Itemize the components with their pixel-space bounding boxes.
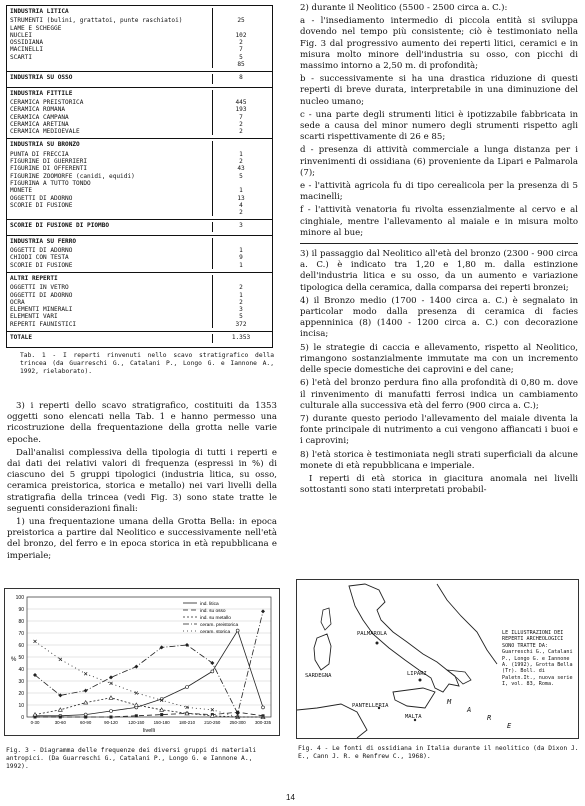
table-1-caption: Tab. 1 - I reperti rinvenuti nello scavo stratigrafico della trincea (da Guarreschi G., Catalani P., Longo G. e Iannone A., 1992, rielaborato). — [20, 352, 274, 375]
y-tick-label: 70 — [18, 631, 24, 637]
table-cell-value: 2 — [239, 158, 243, 166]
table-cell-value: 8 — [239, 74, 243, 82]
y-tick-label: 60 — [18, 643, 24, 649]
table-cell-label: CERAMICA PREISTORICA — [10, 98, 84, 106]
x-tick-label: 0-30 — [30, 720, 40, 725]
table-cell-label: FIGURINA A TUTTO TONDO — [10, 179, 91, 187]
x-tick-label: 120-150 — [128, 720, 145, 725]
table-cell-value: 13 — [237, 194, 245, 202]
data-point — [59, 658, 62, 661]
table-cell-label: OCRA — [10, 298, 25, 306]
label-sardegna: SARDEGNA — [305, 673, 332, 679]
y-tick-label: 10 — [18, 703, 24, 709]
data-point — [34, 640, 37, 643]
table-cell-value: 1 — [239, 261, 243, 269]
paragraph: 2) durante il Neolitico (5500 - 2500 circa a. C.): — [300, 3, 508, 13]
table-cell-value: 7 — [239, 46, 243, 54]
data-point — [109, 696, 113, 700]
data-point — [186, 686, 189, 689]
paragraph: 7) durante questo periodo l'allevamento del maiale diventa la fonte principale di nutrimento a cui vengono affiancati i buoi e i caprovini; — [300, 413, 578, 447]
table-cell-label: FIGURINE DI OFFERENTI — [10, 165, 88, 173]
table-section-header: INDUSTRIA SU BRONZO — [10, 141, 80, 149]
table-cell-value: 1 — [239, 291, 243, 299]
x-tick-label: 250-300 — [229, 720, 246, 725]
data-point — [134, 665, 138, 669]
x-tick-label: 90-120 — [104, 720, 118, 725]
paragraph: e - l'attività agricola fu di tipo cerealicola per la presenza di 5 macinelli; — [300, 181, 578, 203]
table-cell-label: CERAMICA MEDIOEVALE — [10, 128, 80, 136]
table-cell-value: 2 — [239, 120, 243, 128]
table-cell-label: CERAMICA CAMPANA — [10, 113, 69, 121]
table-cell-value: 4 — [239, 201, 243, 209]
data-point — [110, 710, 113, 713]
map-legend: LE ILLUSTRAZIONI DEI REPERTI ARCHEOLOGICI SONO TRATTE DA: Guarreschi G., Catalani P., Longo G. e Iannone A. (1992), Grotta Bella (Tr). Boll. di Paletn.It., nuova serie I, vol. 83, Roma. — [502, 630, 573, 688]
table-section-header: INDUSTRIA LITICA — [10, 8, 69, 15]
table-cell-value: 2 — [239, 39, 243, 47]
table-cell-value: 193 — [235, 106, 247, 114]
table-section-header: INDUSTRIA FITTILE — [10, 89, 73, 97]
paragraph: 3) i reperti dello scavo stratigrafico, costituiti da 1353 oggetti sono elencati nella Tab. 1 e hanno permesso una ricostruzione della frequentazione della grotta nelle varie epoche. — [7, 401, 277, 445]
x-tick-label: 180-210 — [178, 720, 196, 725]
paragraph: 6) l'età del bronzo perdura fino alla profondità di 0,80 m. dove il rinvenimento di manufatti ferrosi indica un cambiamento culturale alla successiva età del ferro (900 circa a. C.); — [300, 378, 578, 411]
table-cell-value: 5 — [239, 313, 243, 321]
table-cell-value: 3 — [239, 306, 243, 314]
page-number: 14 — [286, 793, 295, 802]
figure-3-chart — [4, 588, 280, 736]
table-cell-label: CERAMICA ARETINA — [10, 120, 69, 128]
y-tick-label: 80 — [18, 619, 24, 625]
line-chart — [5, 589, 279, 735]
table-cell-label: ELEMENTI MINERALI — [10, 306, 73, 314]
label-malta: MALTA — [405, 714, 422, 720]
table-cell-label: SCORIE DI FUSIONE — [10, 261, 73, 269]
table-section-header: INDUSTRIA SU FERRO — [10, 237, 77, 245]
table-cell-label: OGGETTI DI ADORNO — [10, 291, 73, 299]
paragraph: 8) l'età storica è testimoniata negli strati superficiali da alcune monete di età repubblicana e imperiale. — [300, 449, 578, 471]
data-point — [110, 716, 113, 719]
table-section — [7, 236, 272, 273]
table-cell-label: CHIODI CON TESTA — [10, 254, 69, 262]
x-tick-label: 60-90 — [80, 720, 92, 725]
paragraph: 5) le strategie di caccia e allevamento, rispetto al Neolitico, rimangono sostanzialmente immutate ma con un incremento delle specie domestiche dei caprovini e del cane; — [300, 342, 578, 376]
paragraph: b - successivamente si ha una drastica riduzione di questi reperti di breve durata, interpretabile in una diminuzione del nucleo umano; — [300, 74, 578, 107]
table-cell-label: MONETE — [10, 187, 33, 195]
mare-letter: E — [507, 722, 512, 730]
table-cell-value: 102 — [235, 31, 247, 39]
y-tick-label: 20 — [18, 691, 24, 697]
series-line — [35, 641, 263, 717]
table-section-header: ALTRI REPERTI — [10, 274, 58, 282]
table-cell-label: ELEMENTI VARI — [10, 313, 58, 321]
x-tick-label: 30-60 — [54, 720, 66, 725]
table-cell-label: REPERTI FAUNISTICI — [10, 320, 77, 328]
table-section — [7, 6, 272, 72]
data-point — [262, 706, 265, 709]
y-tick-label: 50 — [18, 655, 24, 661]
table-section-header: INDUSTRIA SU OSSO — [10, 74, 73, 82]
figure-3-caption: Fig. 3 - Diagramma delle frequenze dei diversi gruppi di materiali antropici. (Da Guarreschi G., Catalani P., Longo G. e Iannone A., 1992). — [6, 747, 257, 770]
table-cell-value: 1 — [239, 247, 243, 255]
data-point — [59, 716, 62, 719]
data-point — [109, 675, 113, 679]
x-tick-label: 150-180 — [153, 720, 170, 725]
paragraph: I reperti di età storica in giacitura anomala nei livelli sottostanti sono stati interpretati probabil- — [300, 473, 578, 496]
paragraph: 3) il passaggio dal Neolitico all'età del bronzo (2300 - 900 circa a. C.) è indicato tra 1,20 e 1,80 m. dalla estinzione dell'industria litica e su osso, da un aumento e variazione tipologica della ceramica, dalla comparsa dei reperti bronzei; — [300, 249, 578, 293]
legend-label: ind. su metallo — [200, 616, 231, 621]
table-cell-value: 25 — [237, 17, 245, 25]
paragraph: a - l'insediamento intermedio di piccola entità si sviluppa dovendo nel tempo più consistente; ciò è testimoniato nella Fig. 3 dal progressivo aumento dei reperti litici, ceramici e in misura molto minore dell'industria su osso, con picchi di massimo intorno a 2,50 m. di profondità; — [300, 16, 578, 72]
table-cell-label: OGGETTI DI ADORNO — [10, 194, 73, 202]
table-cell-label: FIGURINE DI GUERRIERI — [10, 158, 88, 166]
table-section — [7, 332, 272, 346]
paragraph: 1) una frequentazione umana della Grotta Bella: in epoca preistorica a partire dal Neolitico e successivamente nell'età del bronzo, del ferro e in epoca storica in età repubblicana e imperiale; — [7, 517, 277, 561]
x-tick-label: 210-250 — [204, 720, 221, 725]
table-cell-value: 3 — [239, 222, 243, 230]
series-line — [35, 698, 263, 717]
left-column-text — [7, 401, 277, 564]
data-point — [236, 629, 239, 632]
data-point — [135, 714, 138, 717]
table-cell-value: 2 — [239, 209, 243, 217]
right-column-text — [300, 3, 578, 498]
table-cell-label: LAME E SCHEGGE — [10, 24, 62, 32]
data-point — [211, 708, 214, 711]
x-axis-label: livelli — [143, 728, 155, 734]
paragraph: Dall'analisi complessiva della tipologia di tutti i reperti e dai dati dei relativi valori di frequenza (espressi in %) di ciascuno dei 5 gruppi tipologici (industria litica, su osso, ceramica preistorica, storica e metallo) nei vari livelli della stratigrafia della trincea (vedi Fig. 3) sono state tratte le seguenti considerazioni finali: — [7, 447, 277, 514]
table-section-header: TOTALE — [10, 333, 33, 341]
data-point — [84, 672, 87, 675]
y-tick-label: 40 — [18, 667, 24, 673]
x-tick-label: 300-335 — [254, 720, 272, 725]
y-tick-label: 0 — [21, 715, 24, 721]
y-axis-label: % — [11, 657, 17, 663]
table-section — [7, 72, 272, 87]
table-section-header: SCORIE DI FUSIONE DI PIOMBO — [10, 222, 110, 230]
legend-label: ind. litica — [200, 602, 219, 607]
table-cell-value: 2 — [239, 298, 243, 306]
legend-label: ceram. preistorica — [200, 623, 239, 628]
data-point — [261, 609, 265, 613]
table-cell-value: 1 — [239, 150, 243, 158]
table-cell-label: MACINELLI — [10, 46, 44, 54]
figure-4-caption: Fig. 4 - Le fonti di ossidiana in Italia durante il neolitico (da Dixon J. E., Cann J. R. e Renfrew C., 1968). — [298, 745, 579, 760]
y-tick-label: 90 — [18, 607, 24, 613]
table-cell-label: OGGETTI DI ADORNO — [10, 247, 73, 255]
legend-label: ceram. storica — [200, 630, 231, 635]
data-point — [160, 713, 163, 716]
paragraph: c - una parte degli strumenti litici è ipotizzabile fabbricata in sede a causa del minor numero degli strumenti rispetto agli scarti rispettivamente di 26 e 85; — [300, 109, 578, 143]
table-cell-value: 445 — [235, 98, 247, 106]
table-cell-label: PUNTA DI FRECCIA — [10, 150, 69, 158]
table-cell-value: 2 — [239, 284, 243, 292]
table-cell-value: 43 — [237, 165, 245, 173]
table-cell-label: OSSIDIANA — [10, 39, 44, 47]
paragraph: f - l'attività venatoria fu rivolta essenzialmente al cervo e al cinghiale, mentre l'allevamento al maiale e in misura molto minore al bue; — [300, 205, 578, 238]
table-cell-value: 9 — [239, 254, 243, 262]
mare-letter: M — [447, 698, 452, 706]
table-cell-label: OGGETTI IN VETRO — [10, 284, 69, 292]
table-cell-label: SCORIE DI FUSIONE — [10, 201, 73, 209]
table-section — [7, 273, 272, 332]
table-cell-label: SCARTI — [10, 53, 33, 61]
data-point — [84, 689, 88, 693]
table-section — [7, 220, 272, 235]
divider — [300, 243, 578, 244]
label-pantelleria: PANTELLERIA — [352, 703, 389, 709]
table-section — [7, 88, 272, 140]
table-cell-label: CERAMICA ROMANA — [10, 106, 66, 114]
data-point — [84, 716, 87, 719]
table-cell-value: 5 — [239, 172, 243, 180]
table-cell-label: NUCLEI — [10, 31, 33, 39]
figure-4-map — [296, 579, 579, 739]
table-section — [7, 139, 272, 220]
label-lipari: LIPARI — [407, 671, 427, 677]
paragraph: 4) il Bronzo medio (1700 - 1400 circa a. C.) è segnalato in particolar modo dalla presenza di ceramica di facies appenninica (8) (1400 - 1200 circa a. C.) con decorazione incisa; — [300, 295, 578, 340]
mare-letter: A — [467, 706, 472, 714]
label-palmarola: PALMAROLA — [357, 631, 387, 637]
data-point — [58, 708, 62, 712]
paragraph: d - presenza di attività commerciale a lunga distanza per i rinvenimenti di ossidiana (6) proveniente da Lipari e Palmarola (7); — [300, 145, 578, 178]
data-point — [211, 670, 214, 673]
table-cell-value: 372 — [235, 320, 247, 328]
y-tick-label: 30 — [18, 679, 24, 685]
table-cell-value: 5 — [239, 53, 243, 61]
table-cell-label: FIGURINE ZOOMORFE (canidi, equidi) — [10, 172, 135, 180]
mare-letter: R — [487, 714, 492, 722]
table-cell-value: 1.353 — [231, 333, 251, 341]
legend-label: ind. su osso — [200, 609, 226, 614]
table-cell-label: STRUMENTI (bulini, grattatoi, punte raschiatoi) — [10, 17, 183, 25]
y-tick-label: 100 — [15, 595, 24, 601]
table-cell-value: 2 — [239, 128, 243, 136]
table-cell-value: 7 — [239, 113, 243, 121]
table-cell-value: 1 — [239, 187, 243, 195]
table-1 — [6, 5, 273, 348]
series-line — [35, 631, 263, 716]
table-cell-value: 85 — [237, 61, 245, 69]
